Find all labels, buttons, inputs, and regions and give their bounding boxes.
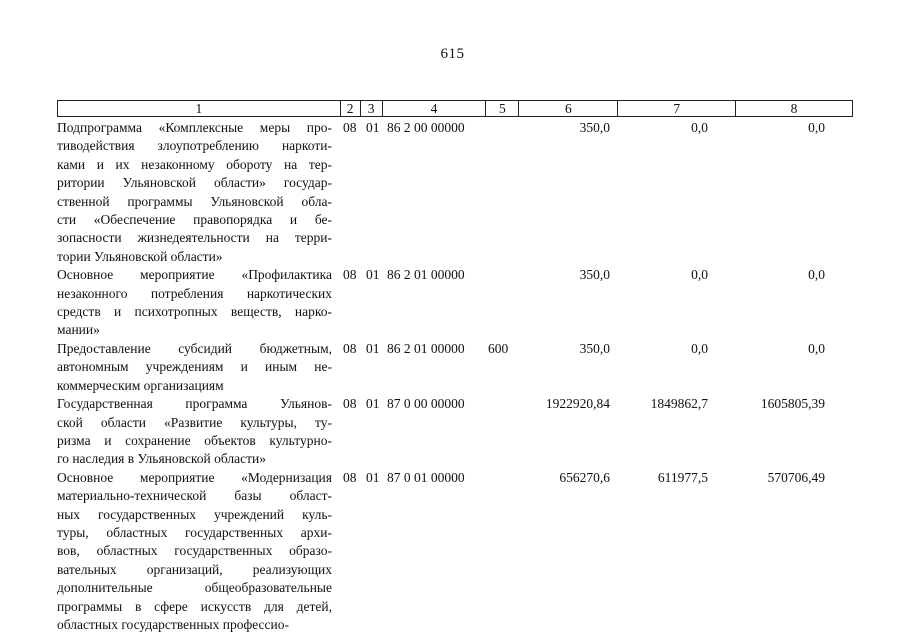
amount-col-8: 0,0 [808, 120, 825, 135]
subsection-code: 01 [366, 120, 380, 135]
amount-col-8: 570706,49 [767, 469, 825, 485]
description-line: коммерческим организациям [57, 377, 224, 393]
row-description [57, 469, 340, 635]
description-line: программы в сфере искусств для детей, [57, 598, 332, 614]
header-col-3: 3 [361, 101, 383, 116]
description-line: тиводействия злоупотреблению наркоти- [57, 138, 332, 154]
amount-col-8: 0,0 [808, 340, 825, 356]
header-col-8: 8 [736, 101, 853, 116]
description-line: Основное мероприятие «Профилактика [57, 267, 332, 283]
amount-col-7: 1849862,7 [650, 396, 708, 412]
table-row [57, 266, 853, 340]
table-header-row [57, 100, 853, 117]
table-body [57, 119, 853, 634]
description-line: ритории Ульяновской области» государ- [57, 175, 332, 191]
table-row [57, 469, 853, 635]
page-number: 615 [440, 46, 465, 62]
description-line: незаконного потребления наркотических [57, 285, 332, 301]
amount-col-7: 0,0 [691, 340, 708, 356]
description-line: Государственная программа Ульянов- [57, 396, 332, 412]
target-article-code: 87 0 01 00000 [387, 469, 465, 485]
amount-col-7: 0,0 [691, 267, 708, 283]
description-line: ризма и сохранение объектов культурно- [57, 432, 332, 448]
amount-col-6: 350,0 [579, 267, 610, 283]
subsection-code: 01 [366, 340, 380, 356]
expense-type-code: 600 [488, 340, 509, 356]
target-article-code: 86 2 00 00000 [387, 120, 465, 135]
header-col-5: 5 [486, 101, 519, 116]
header-col-6: 6 [519, 101, 618, 116]
description-line: го наследия в Ульяновской области» [57, 451, 267, 467]
description-line: Предоставление субсидий бюджетным, [57, 340, 332, 356]
section-code: 08 [343, 340, 357, 356]
description-line: областных государственных профессио- [57, 616, 290, 632]
table-row [57, 340, 853, 395]
amount-col-6: 350,0 [579, 340, 610, 356]
subsection-code: 01 [366, 469, 380, 485]
row-description [57, 340, 340, 395]
description-line: ской области «Развитие культуры, ту- [57, 414, 332, 430]
description-line: ственной программы Ульяновской обла- [57, 193, 332, 209]
description-line: материально-технической базы област- [57, 488, 332, 504]
row-description [57, 119, 340, 266]
amount-col-6: 350,0 [579, 120, 610, 135]
subsection-code: 01 [366, 396, 380, 412]
amount-col-7: 0,0 [691, 120, 708, 135]
header-col-1: 1 [58, 101, 341, 116]
description-line: Основное мероприятие «Модернизация [57, 469, 332, 485]
target-article-code: 86 2 01 00000 [387, 340, 465, 356]
table-row [57, 395, 853, 469]
target-article-code: 87 0 00 00000 [387, 396, 465, 412]
header-col-4: 4 [383, 101, 487, 116]
description-line: дополнительные общеобразовательные [57, 580, 332, 596]
amount-col-8: 0,0 [808, 267, 825, 283]
description-line: туры, областных государственных архи- [57, 524, 332, 540]
subsection-code: 01 [366, 267, 380, 283]
target-article-code: 86 2 01 00000 [387, 267, 465, 283]
description-line: ных государственных учреждений куль- [57, 506, 332, 522]
description-line: тории Ульяновской области» [57, 248, 223, 264]
header-col-2: 2 [341, 101, 361, 116]
description-line: вов, областных государственных образо- [57, 543, 332, 559]
description-line: ками и их незаконному обороту на тер- [57, 156, 332, 172]
description-line: автономным учреждениям и иным не- [57, 359, 332, 375]
section-code: 08 [343, 120, 357, 135]
row-description [57, 395, 340, 469]
section-code: 08 [343, 267, 357, 283]
row-description [57, 266, 340, 340]
description-line: зопасности жизнедеятельности на терри- [57, 230, 332, 246]
description-line: средств и психотропных веществ, нарко- [57, 304, 332, 320]
description-line: мании» [57, 322, 100, 338]
description-line: Подпрограмма «Комплексные меры про- [57, 120, 332, 135]
header-col-7: 7 [618, 101, 736, 116]
amount-col-6: 656270,6 [559, 469, 610, 485]
amount-col-7: 611977,5 [657, 469, 708, 485]
description-line: сти «Обеспечение правопорядка и бе- [57, 212, 332, 228]
section-code: 08 [343, 396, 357, 412]
description-line: вательных организаций, реализующих [57, 561, 332, 577]
section-code: 08 [343, 469, 357, 485]
amount-col-8: 1605805,39 [760, 396, 825, 412]
table-row [57, 119, 853, 266]
amount-col-6: 1922920,84 [545, 396, 610, 412]
